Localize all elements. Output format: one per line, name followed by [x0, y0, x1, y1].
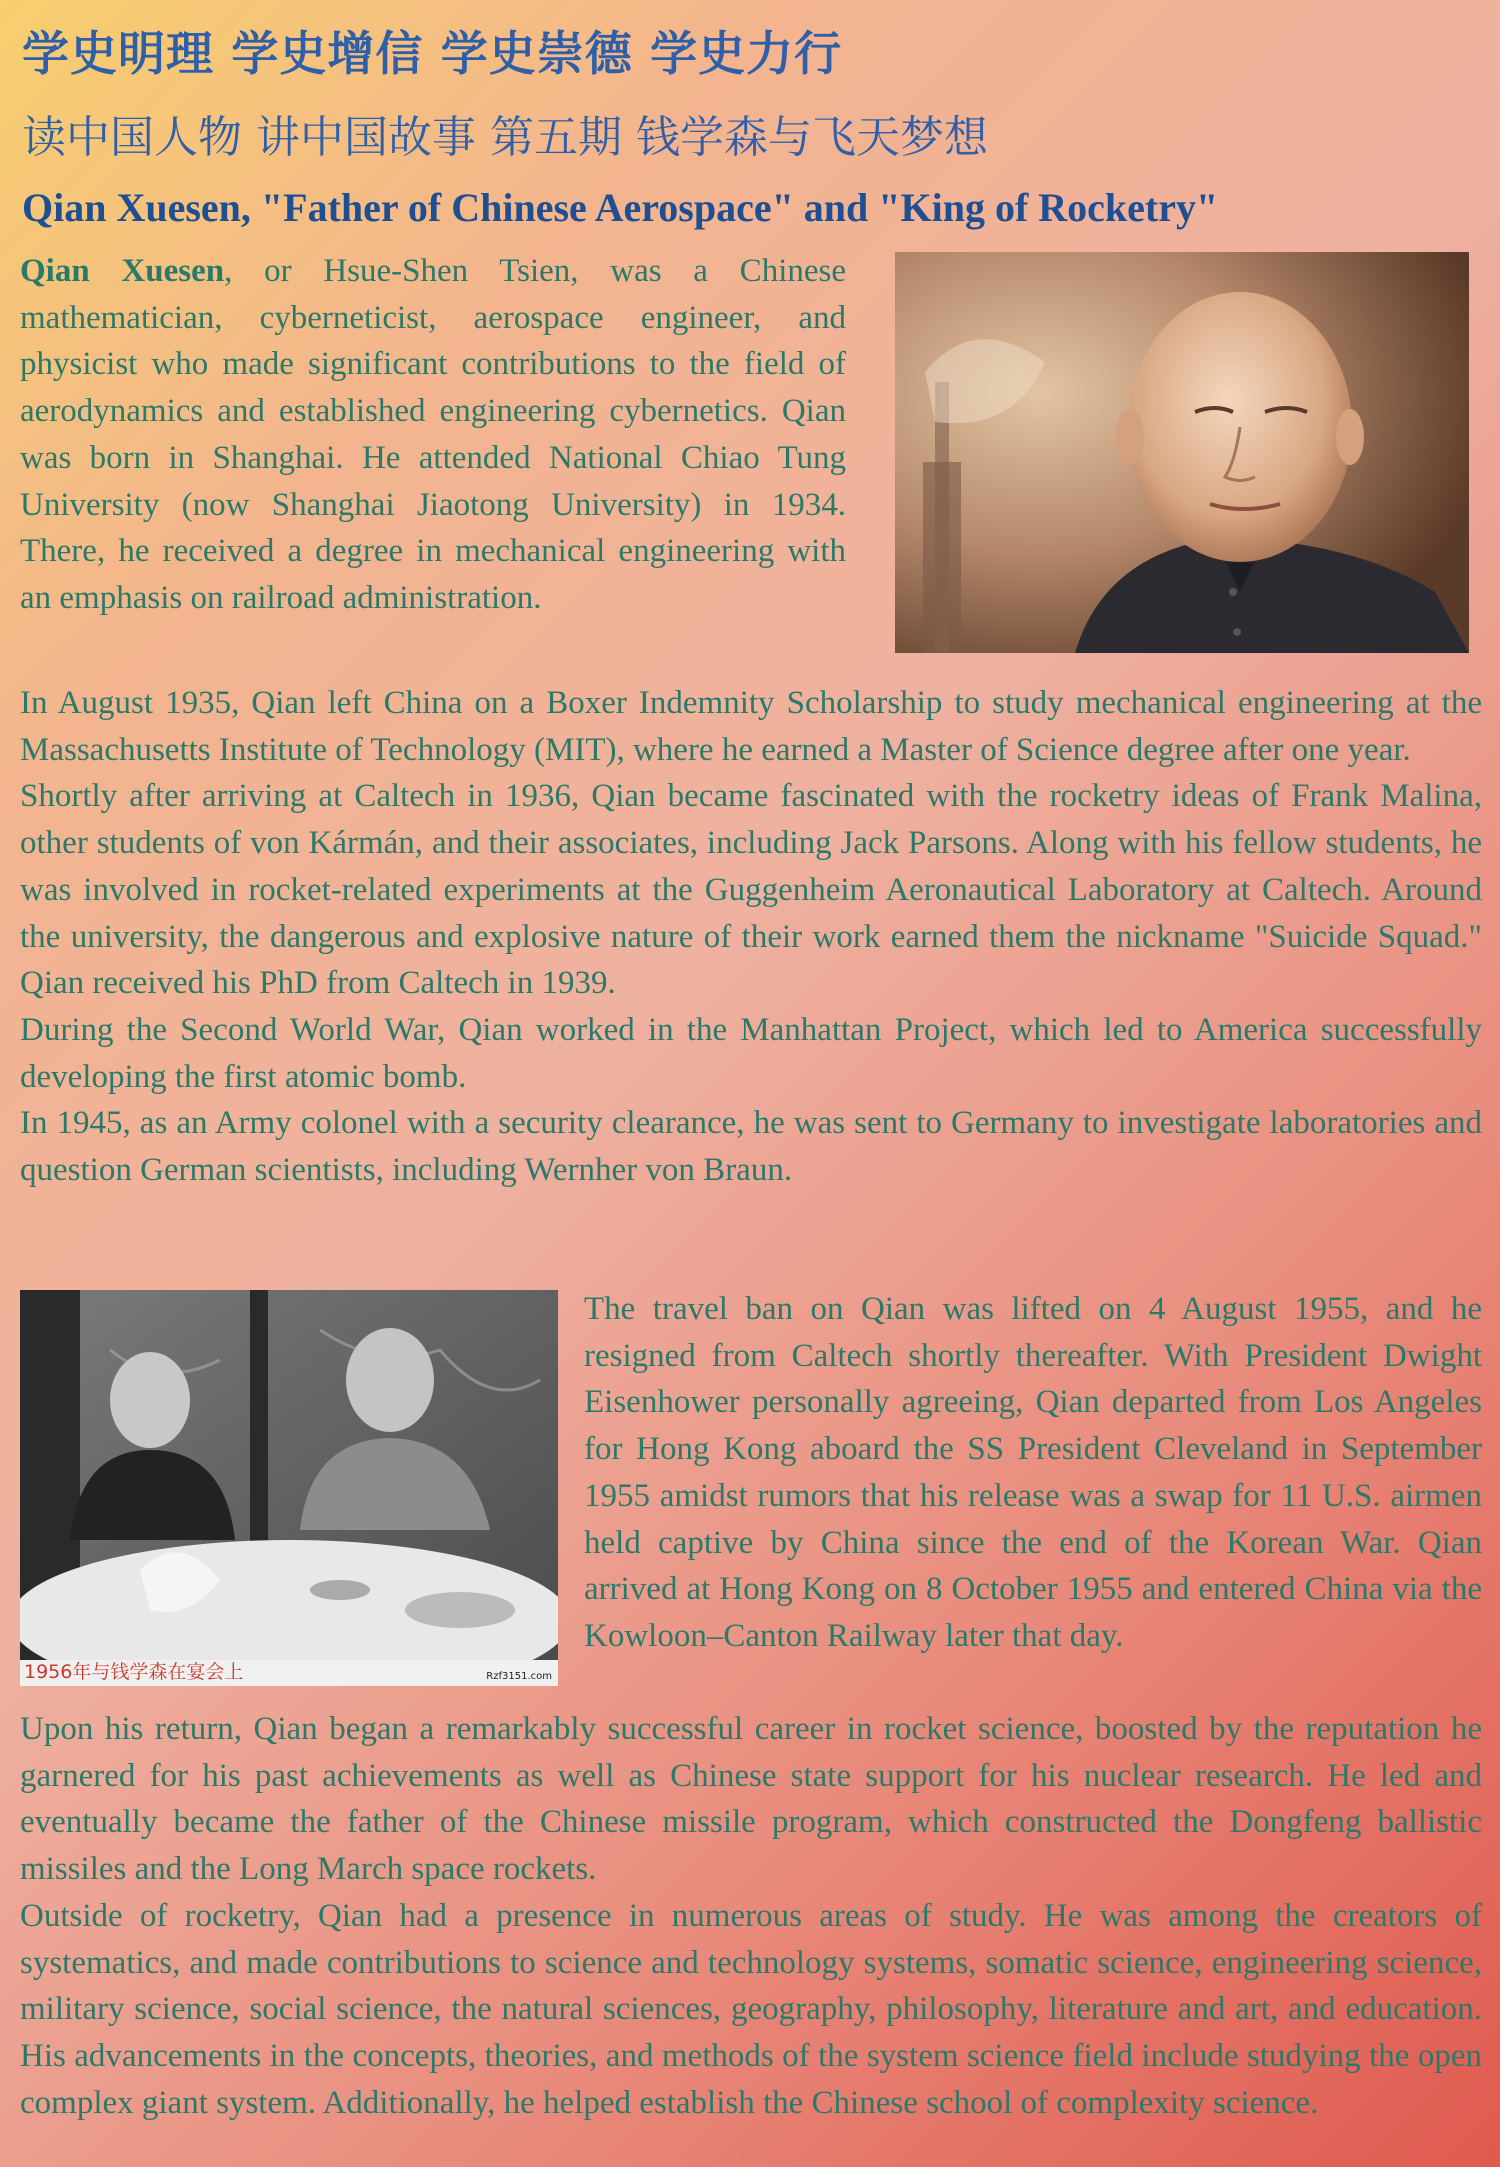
photo-caption: 1956年与钱学森在宴会上 — [24, 1661, 244, 1683]
page-title-chinese-slogan: 学史明理 学史增信 学史崇德 学史力行 — [22, 27, 843, 82]
intro-name: Qian Xuesen — [20, 253, 225, 289]
page-title-english: Qian Xuesen, "Father of Chinese Aerospace" and "King of Rocketry" — [22, 185, 1219, 230]
portrait-photo — [895, 252, 1469, 653]
paragraph-return: The travel ban on Qian was lifted on 4 August 1955, and he resigned from Caltech shortly thereafter. With President Dwight Eisenhower personally agreeing, Qian departed from Los Angeles for Hong Kong aboard the SS President Cleveland in September 1955 amidst rumors that his release was a swap for 11 U.S. airmen held captive by China since the end of the Korean War. Qian arrived at Hong Kong on 8 October 1955 and entered China via the Kowloon–Canton Railway later that day. — [584, 1291, 1482, 1654]
paragraph-wwii: During the Second World War, Qian worked in the Manhattan Project, which led to America successfully developing the first atomic bomb. — [20, 1011, 1482, 1095]
photo-watermark: Rzf3151.com — [486, 1671, 552, 1682]
intro-paragraph — [20, 248, 846, 622]
dinner-illustration — [20, 1290, 558, 1686]
paragraph-contributions: Outside of rocketry, Qian had a presence in numerous areas of study. He was among the creators of systematics, and made contributions to science and technology systems, somatic science, engineering science, military science, social science, the natural sciences, geography, philosophy, literature and art, and education. His advancements in the concepts, theories, and methods of the system science field include studying the open complex giant system. Additionally, he helped establish the Chinese school of complexity science. — [20, 1897, 1482, 2121]
paragraph-germany: In 1945, as an Army colonel with a security clearance, he was sent to Germany to investigate laboratories and question German scientists, including Wernher von Braun. — [20, 1105, 1482, 1189]
intro-text: , or Hsue-Shen Tsien, was a Chinese mathematician, cyberneticist, aerospace engineer, and physicist who made significant contributions to the field of aerodynamics and established engineering cybernetics. Qian was born in Shanghai. He attended National Chiao Tung University (now Shanghai Jiaotong University) in 1934. There, he received a degree in mechanical engineering with an emphasis on railroad administration. — [20, 253, 846, 616]
main-body — [20, 680, 1482, 1194]
paragraph-caltech: Shortly after arriving at Caltech in 1936, Qian became fascinated with the rocketry ideas of Frank Malina, other students of von Kármán, and their associates, including Jack Parsons. Along with his fellow students, he was involved in rocket-related experiments at the Guggenheim Aeronautical Laboratory at Caltech. Around the university, the dangerous and explosive nature of their work earned them the nickname "Suicide Squad." Qian received his PhD from Caltech in 1939. — [20, 778, 1482, 1002]
page-subtitle-chinese: 读中国人物 讲中国故事 第五期 钱学森与飞天梦想 — [22, 112, 988, 163]
dinner-photo — [20, 1290, 558, 1686]
paragraph-career: Upon his return, Qian began a remarkably successful career in rocket science, boosted by the reputation he garnered for his past achievements as well as Chinese state support for his nuclear research. He led and eventually became the father of the Chinese missile program, which constructed the Dongfeng ballistic missiles and the Long March space rockets. — [20, 1711, 1482, 1888]
portrait-illustration — [895, 252, 1469, 653]
bottom-body — [20, 1706, 1482, 2126]
paragraph-mit: In August 1935, Qian left China on a Boxer Indemnity Scholarship to study mechanical engineering at the Massachusetts Institute of Technology (MIT), where he earned a Master of Science degree after one year. — [20, 685, 1482, 768]
